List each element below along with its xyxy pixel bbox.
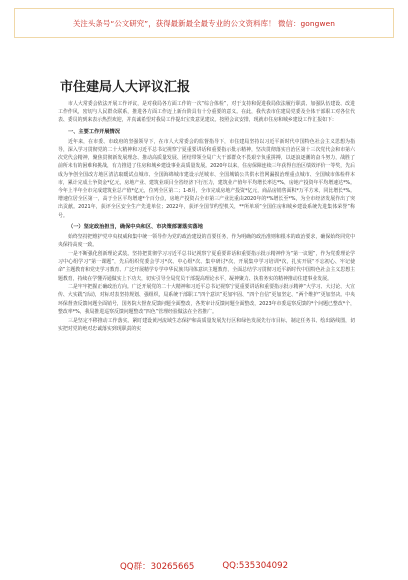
footer-qq-group: QQ群：30265665 bbox=[119, 562, 195, 572]
body-paragraph: 近年来，在市委、市政府的坚强领导下，在市人大常委会的监督指导下，市住建局坚持以习近平新时代中国特色社会主义思想为指导，深入学习贯彻党的二十大精神和习近平总书记视察宁夏重要讲话和重要指示批示精神，坚决贯彻落实自治区第十三次党代会和市第六次党代会精神，聚焦贯彻新发展理念、推动高质量发展、团结带领全局广大干部群众不畏艰辛负重拼搏，以逐浪逐潮的奋斗努力，战胜了前所未有的困难和挑战，有力推进了住房和城乡建设事业高质量发展。2020年以来，住房保障连续三年获得自治区绩效评价一等奖，先后成为争创全国改方地区清洁取暖试点城市、全国海绵城市建设示范城市、全国城镇公共供水管网漏损治理重点城市、全国城市体检样本市，累计完成土争资金*亿元，房地产业、建筑业项目全省经济下行压力，建筑业产值年平均增长率达*%，房地产投资年平均增速达*%。今年上半年全市完成建筑业总产值*亿元，位列全区第二；1-8月，全市完成房地产投资*亿元，商品房销售面积*万平方米，同比增长*%。增速位居全区第一，高于全区平均增速*个百分点，房地产投资占全市第三产业比重由2020年的*%增长至*%，为全市经济发展作出了突出贡献。2021年，获评全区安全生产先进单位；2022年，获评全国节约型机关，**所单项“全国住房和城乡建设系统先进集体荣誉”称号。 bbox=[58, 138, 355, 219]
body-paragraph: 一是不断强化创新理论武装。坚持把贯彻学习习近平总书记视察宁夏重要讲话和重要指示批示精神作为“第一议题”，作为党委理论学习中心组学习“第一课题”，先后组织党委会学习*次、中心组*次、集中研讨*次，开展集中学习培训*次，扎实开展“不忘初心、牢记使命”主题教育和党史学习教育、广泛开展精学专学中华民族共同体意识主题教育，全面总结学习贯彻习近平新时代中国特色社会主义思想主题教育，持续在学懂弄通做实上下功夫，切实引导全局党员干部提高理论水平，凝神聚力、执着务实的精神推动住建事业发展。 bbox=[58, 250, 355, 282]
section-heading: 一、主要工作开展情况 bbox=[68, 128, 120, 135]
intro-paragraph: 市人大常委会依法开展工作评议，是对我局各方面工作的一次“综合体检”，对于支持和促进我局依法履行职责、加强队伍建设、改进工作作风，密切与人民群众联系，推进各方面工作迈上新台阶具有十分重要的意义。在此，我代表市住建局党委及全体干部职工对各位代表、委员的到来表示热烈欢迎，并真诚希望对我局工作提出宝贵意见建议。按照会议安排，现就市住房和城乡建设工作汇报如下： bbox=[58, 101, 355, 124]
body-paragraph: 三是坚定不移推动工作落实。紧盯建设黄河流域生态保护和高质量发展先行区和绿色发展先行市目标，制定任务书、绘出路线图，切实把对党的绝对忠诚落实到现职责的实 bbox=[58, 317, 355, 332]
document-title: 市住建局人大评议汇报 bbox=[60, 80, 191, 95]
top-banner bbox=[14, 8, 394, 38]
body-paragraph: 始终坚持把维护党中央权威和集中统一领导作为党的政治建设的首要任务，作为明确的政治准则和根本的政治要求，确保始终同党中央保持高度一致。 bbox=[58, 234, 355, 249]
subsection-heading: （一）坚定政治担当，确保中央和区、市决策部署落实落地 bbox=[68, 223, 203, 230]
footer-qq: QQ:535304092 bbox=[222, 561, 289, 571]
body-paragraph: 二是牢牢把握正确政治方向。广泛开展党的二十大精神和习近平总书记视察宁夏重要讲话和重要指示批示精神“大学习、大讨论、大宣传、大实践”活动，对标对表坚持规划、强组织，局系统干部职工“四个意识”更加牢固、“四个自信”更加坚定、“两个维护”更加坚决。中央环保督查反馈问题全面销号，国务院大督查反馈问题全面整改，各类审计反馈问题全面整改，2023年市委巡察反馈的*个问题已整改*个，整改率*%，我局推进巡察反馈问题整改“四色”管理经验做法在全省推广。 bbox=[58, 284, 355, 315]
document-body bbox=[58, 100, 355, 333]
footer-contact bbox=[0, 552, 408, 580]
banner-text: 关注头条号“公文研究”，获得最新最全最专业的公文资料库！ 微信：gongwen bbox=[72, 18, 336, 28]
